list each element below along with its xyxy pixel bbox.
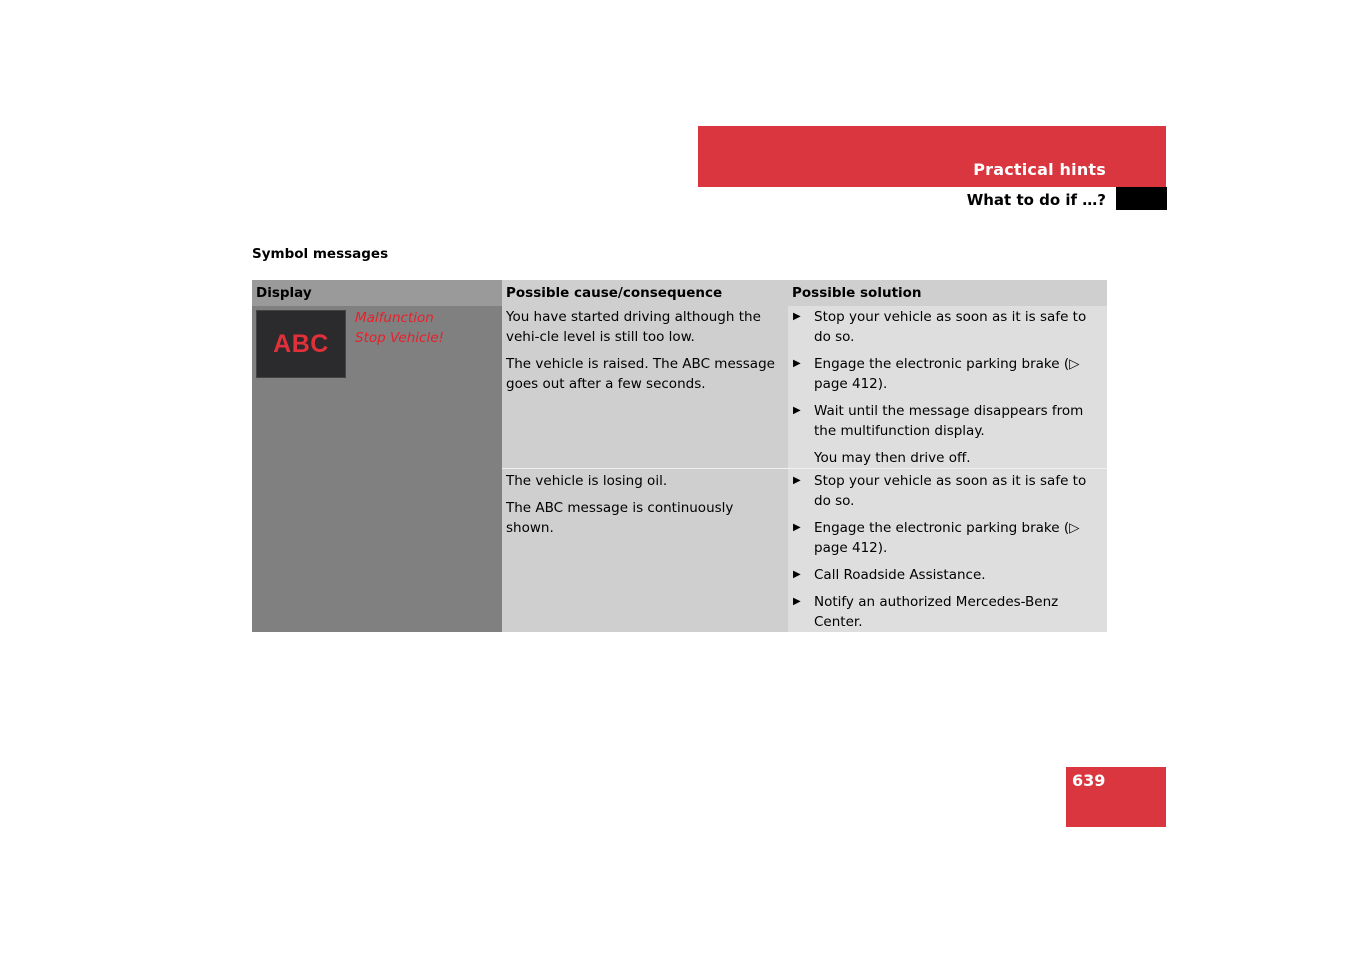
- solution-step: [792, 401, 1103, 441]
- cause-text: The vehicle is raised. The ABC message goes out after a few seconds.: [506, 356, 775, 392]
- cause-text: The vehicle is losing oil.: [506, 473, 668, 489]
- solution-text: Stop your vehicle as soon as it is safe to do so.: [814, 473, 1087, 509]
- cause-cell: [502, 306, 788, 469]
- subsection-title: What to do if …?: [966, 191, 1106, 209]
- triangle-right-icon: ▶: [793, 475, 801, 486]
- page-heading: Symbol messages: [252, 246, 389, 262]
- solution-step: [792, 354, 1103, 394]
- abc-icon-label: ABC: [273, 330, 329, 358]
- display-cell: [252, 306, 502, 632]
- cause-cell: [502, 469, 788, 633]
- cause-text: The ABC message is continuously shown.: [506, 500, 734, 536]
- solution-step: [792, 592, 1103, 632]
- solution-text: Engage the electronic parking brake (▷ page 412).: [814, 356, 1080, 392]
- solution-cell: [788, 469, 1107, 633]
- section-title: Practical hints: [973, 160, 1106, 179]
- abc-warning-icon: [256, 310, 346, 378]
- chapter-tab-marker: [1116, 187, 1167, 210]
- symbol-messages-table: [252, 280, 1107, 632]
- display-message-line: Stop Vehicle!: [355, 330, 444, 346]
- triangle-right-icon: ▶: [793, 311, 801, 322]
- solution-step: [792, 307, 1103, 347]
- triangle-right-icon: ▶: [793, 522, 801, 533]
- page-number: 639: [1072, 771, 1106, 790]
- solution-cell: [788, 306, 1107, 469]
- table-header-row: [252, 280, 1107, 306]
- solution-step: [792, 565, 1103, 585]
- triangle-right-icon: ▶: [793, 596, 801, 607]
- solution-note: You may then drive off.: [814, 450, 971, 466]
- cause-text: You have started driving although the vehi-cle level is still too low.: [506, 309, 761, 345]
- triangle-right-icon: ▶: [793, 569, 801, 580]
- solution-text: Call Roadside Assistance.: [814, 567, 986, 583]
- column-header-display: Display: [252, 280, 502, 306]
- table-row: [252, 306, 1107, 469]
- solution-step: [792, 518, 1103, 558]
- column-header-cause: Possible cause/consequence: [502, 280, 788, 306]
- solution-text: Wait until the message disappears from the multifunction display.: [814, 403, 1084, 439]
- triangle-right-icon: ▶: [793, 405, 801, 416]
- column-header-solution: Possible solution: [788, 280, 1107, 306]
- solution-text: Engage the electronic parking brake (▷ page 412).: [814, 520, 1080, 556]
- display-message-line: Malfunction: [355, 310, 434, 326]
- solution-step: [792, 471, 1103, 511]
- triangle-right-icon: ▶: [793, 358, 801, 369]
- solution-text: Stop your vehicle as soon as it is safe to do so.: [814, 309, 1087, 345]
- solution-text: Notify an authorized Mercedes-Benz Center.: [814, 594, 1059, 630]
- page-number-box: [1066, 767, 1166, 827]
